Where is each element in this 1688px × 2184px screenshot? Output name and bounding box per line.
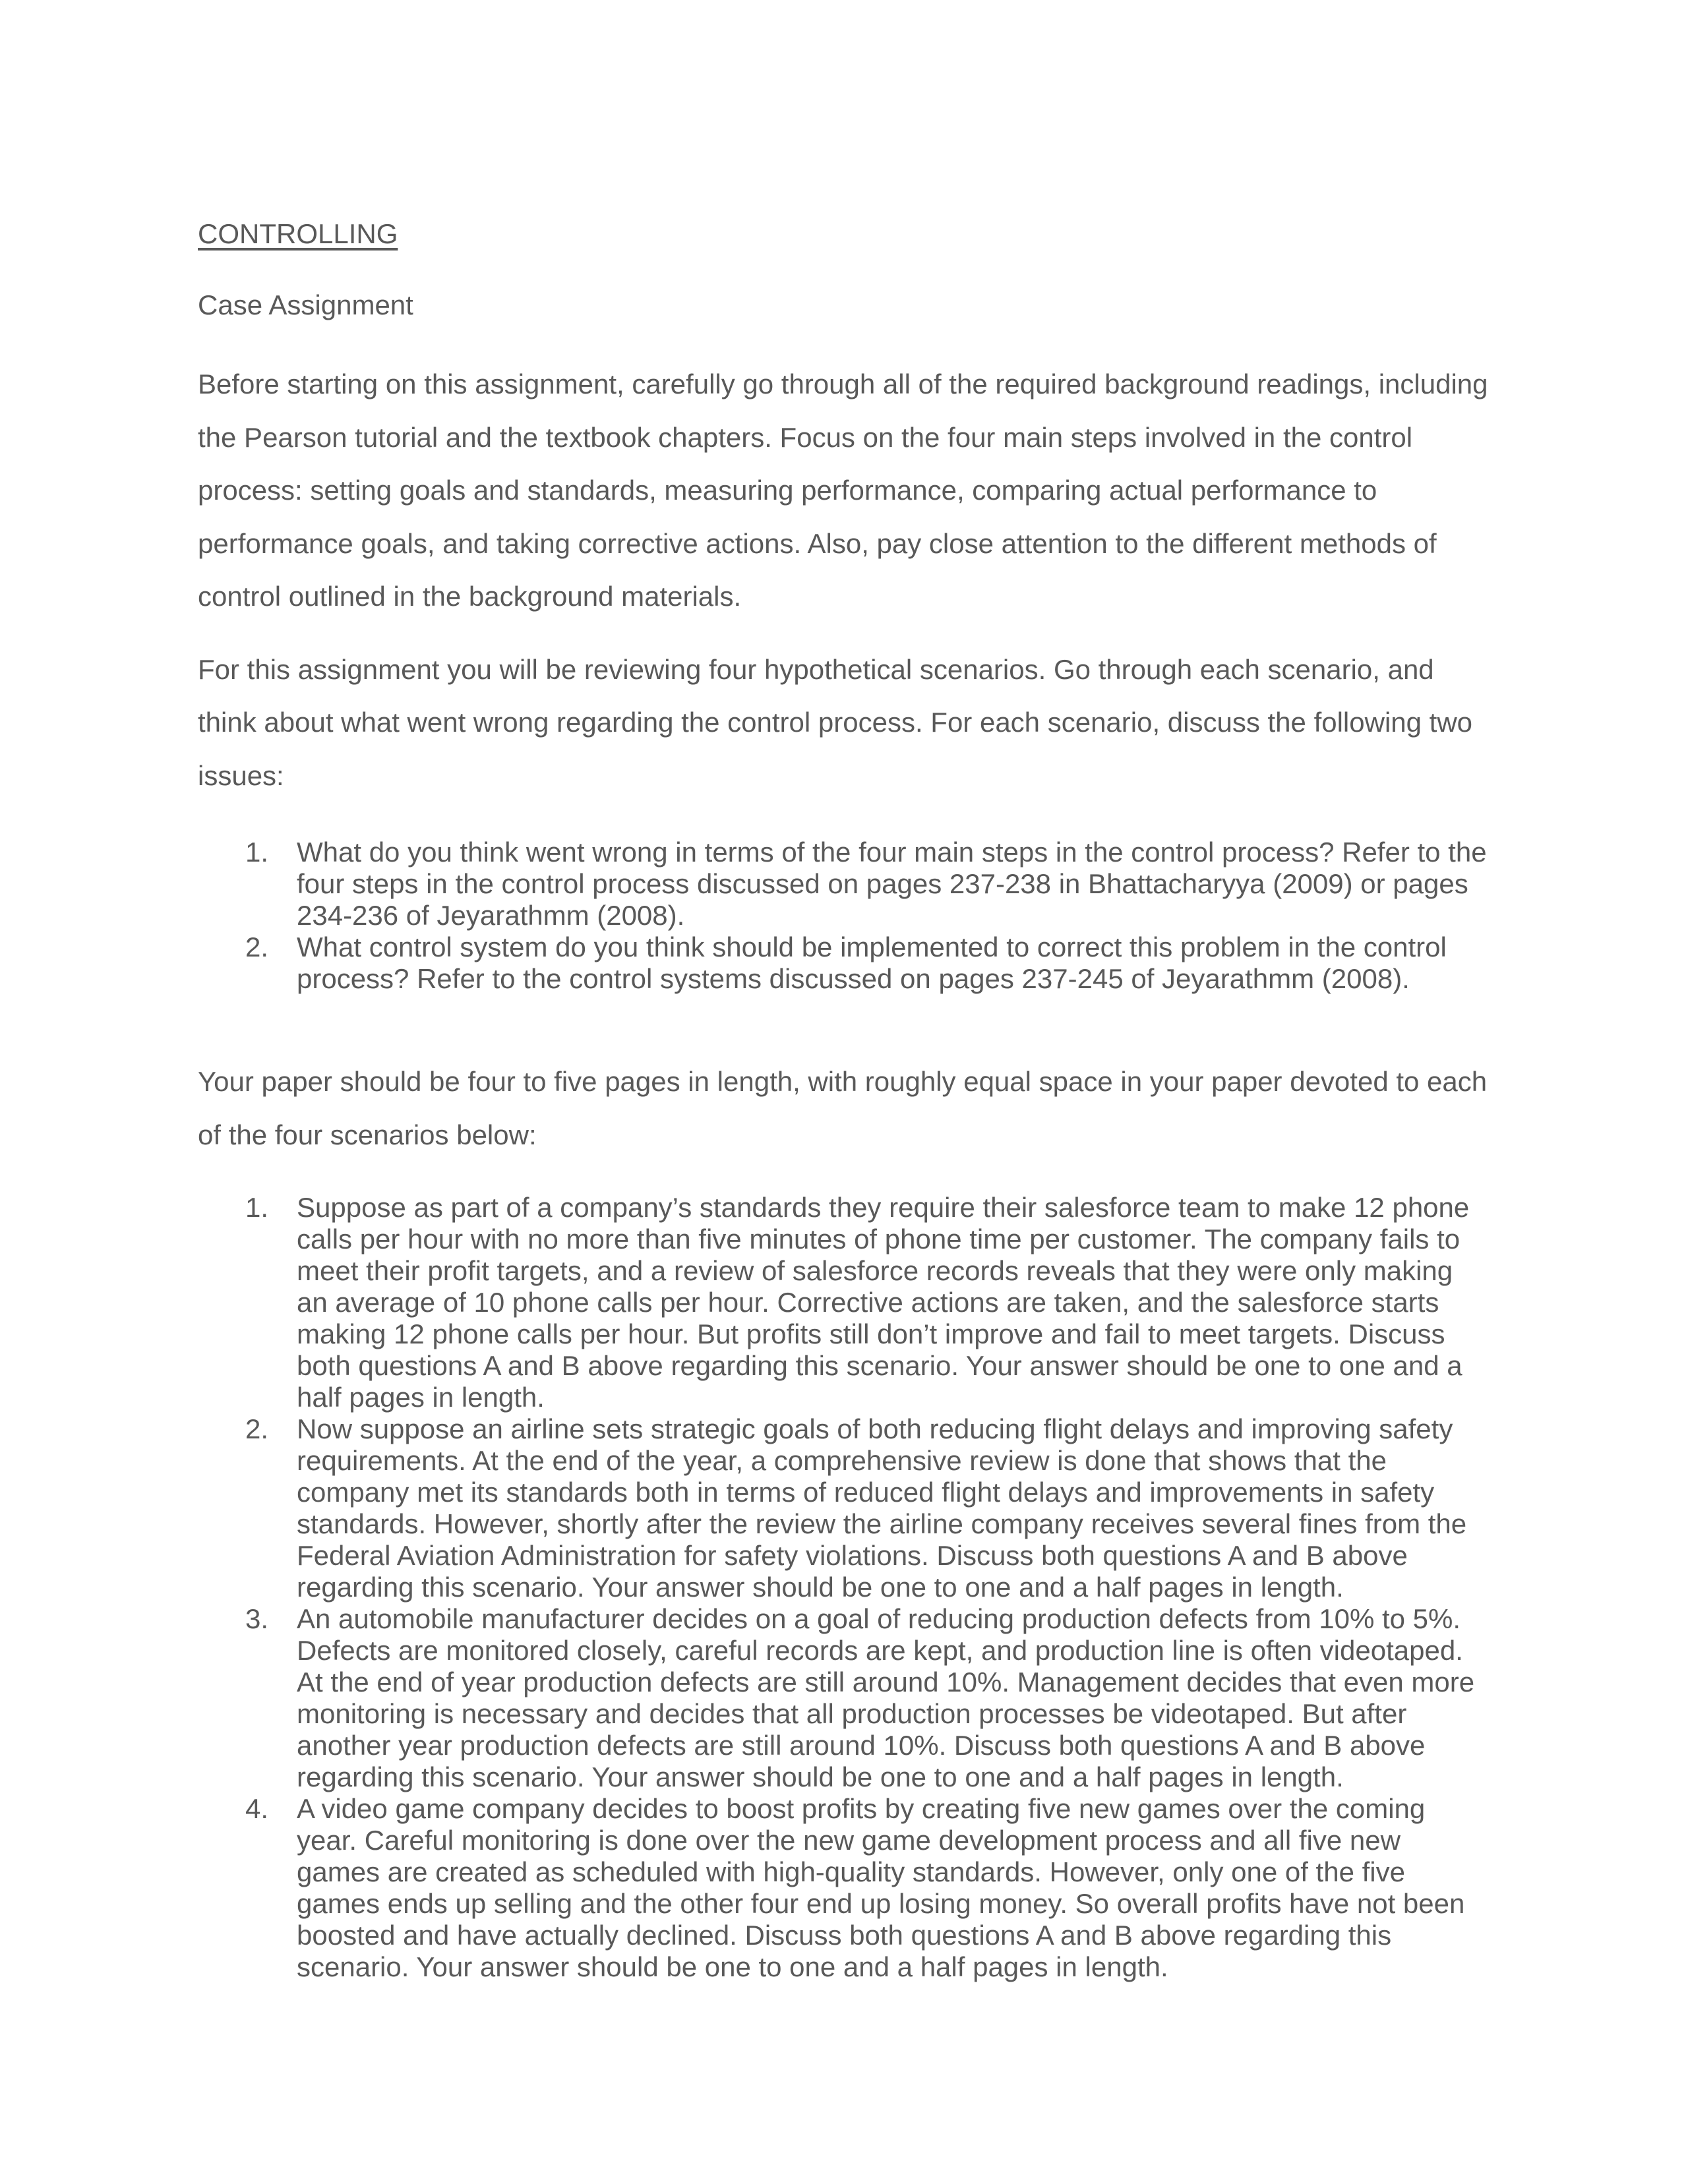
scenario-number: 4. [245,1793,269,1824]
question-number: 2. [245,931,269,962]
scenario-item [198,1793,1490,1983]
scenario-text: Suppose as part of a company’s standards they require their salesforce team to make 12 phone calls per hour with no more than five minutes of phone time per customer. The company fails to meet their profit targets, and a review of salesforce records reveals that they were only making an average of 10 phone calls per hour. Corrective actions are taken, and the salesforce starts making 12 phone calls per hour. But profits still don’t improve and fail to meet targets. Discuss both questions A and B above regarding this scenario. Your answer should be one to one and a half pages in length. [297,1192,1470,1413]
scenarios-list [198,1192,1490,1983]
questions-list [198,837,1490,995]
intro-paragraph-2: For this assignment you will be reviewing four hypothetical scenarios. Go through each scenario, and think about what went wrong regarding the control process. For each scenario, discuss the following two issues: [198,653,1473,791]
scenario-number: 1. [245,1192,269,1223]
scenario-item [198,1192,1490,1413]
scenario-text: An automobile manufacturer decides on a goal of reducing production defects from 10% to 5%. Defects are monitored closely, careful records are kept, and production line is often videotaped. At the end of year production defects are still around 10%. Management decides that even more monitoring is necessary and decides that all production processes be videotaped. But after another year production defects are still around 10%. Discuss both questions A and B above regarding this scenario. Your answer should be one to one and a half pages in length. [297,1603,1475,1792]
paper-length-paragraph: Your paper should be four to five pages in length, with roughly equal space in your paper devoted to each of the four scenarios below: [198,1066,1488,1150]
scenario-number: 2. [245,1413,269,1444]
scenario-text: A video game company decides to boost profits by creating five new games over the coming year. Careful monitoring is done over the new game development process and all five new games are created as scheduled with high-quality standards. However, only one of the five games ends up selling and the other four end up losing money. So overall profits have not been boosted and have actually declined. Discuss both questions A and B above regarding this scenario. Your answer should be one to one and a half pages in length. [297,1793,1465,1982]
question-number: 1. [245,837,269,868]
document-title: CONTROLLING [198,218,398,249]
scenario-number: 3. [245,1603,269,1634]
document-body [198,216,1490,1983]
document-subtitle: Case Assignment [198,289,413,320]
question-text: What do you think went wrong in terms of the four main steps in the control process? Refer to the four steps in the control process discussed on pages 237-238 in Bhattacharyya (2009) or pages 234-236 of Jeyarathmm (2008). [297,837,1487,931]
scenario-item [198,1603,1490,1793]
question-item [198,931,1490,995]
question-item [198,837,1490,931]
scenario-item [198,1413,1490,1603]
scenario-text: Now suppose an airline sets strategic goals of both reducing flight delays and improving safety requirements. At the end of the year, a comprehensive review is done that shows that the company met its standards both in terms of reduced flight delays and improvements in safety standards. However, shortly after the review the airline company receives several fines from the Federal Aviation Administration for safety violations. Discuss both questions A and B above regarding this scenario. Your answer should be one to one and a half pages in length. [297,1413,1467,1603]
intro-paragraph-1: Before starting on this assignment, carefully go through all of the required background readings, including the Pearson tutorial and the textbook chapters. Focus on the four main steps involved in the control process: setting goals and standards, measuring performance, comparing actual performance to performance goals, and taking corrective actions. Also, pay close attention to the different methods of control outlined in the background materials. [198,369,1488,612]
question-text: What control system do you think should be implemented to correct this problem in the control process? Refer to the control systems discussed on pages 237-245 of Jeyarathmm (2008). [297,931,1447,994]
